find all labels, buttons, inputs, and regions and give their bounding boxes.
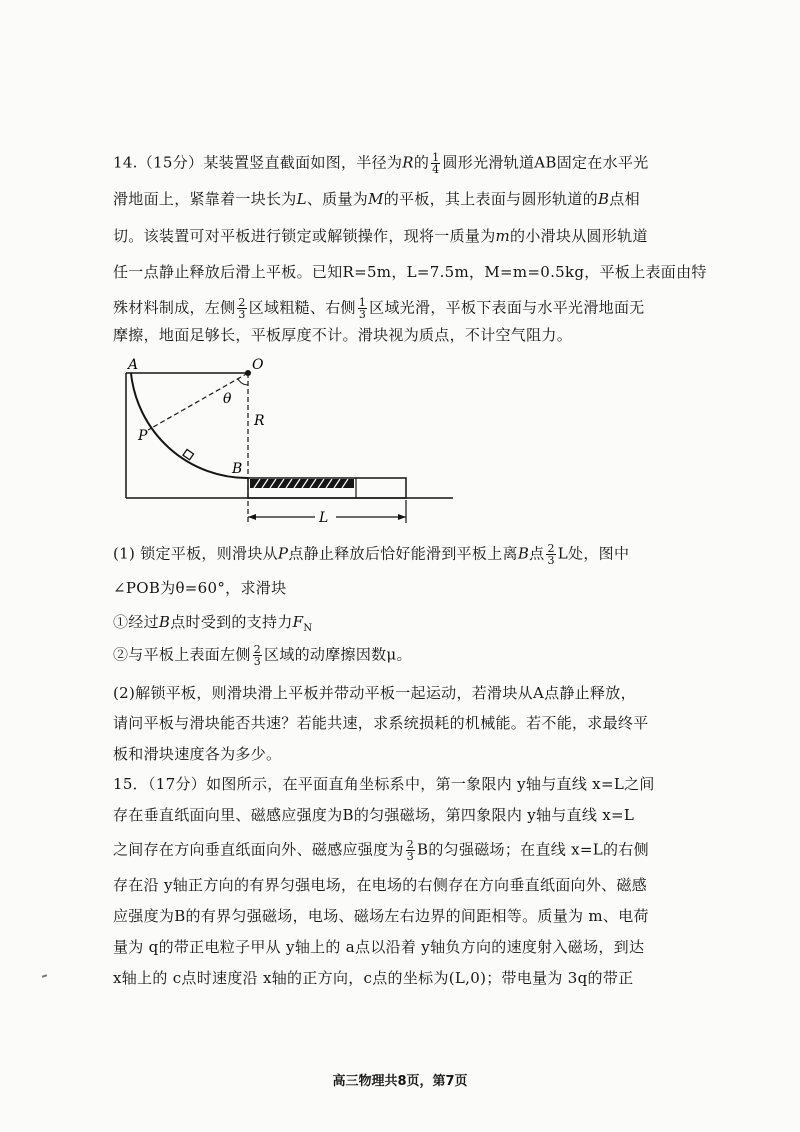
numerator: 2: [547, 542, 555, 555]
text: 殊材料制成，左侧: [113, 298, 236, 317]
fraction-two-thirds: [546, 543, 555, 566]
text: 、质量为: [306, 190, 369, 208]
text: 区域的动摩擦因数μ。: [264, 645, 412, 664]
var-m: m: [495, 227, 511, 245]
page-footer: 高三物理共8页，第7页: [332, 1074, 468, 1089]
denominator: 3: [406, 850, 415, 863]
radius-OP-dashed: [148, 373, 248, 430]
point-O: [245, 370, 251, 376]
text: 滑地面上，紧靠着一块长为: [113, 190, 297, 208]
text: 14.（15分）某装置竖直截面如图，半径为: [113, 153, 403, 172]
numerator: 2: [406, 838, 415, 851]
text: B的匀强磁场；在直线 x=L的右侧: [417, 840, 649, 859]
q14-line-1: [113, 152, 649, 175]
q15-line-7: x轴上的 c点时速度沿 x轴的正方向，c点的坐标为(L,0)；带电量为 3q的带正: [113, 969, 634, 987]
text: 点相: [609, 190, 640, 208]
denominator: 4: [432, 163, 440, 176]
text: 的小滑块从圆形轨道: [510, 227, 648, 245]
q15-line-3: [113, 839, 649, 862]
var-L: L: [296, 190, 307, 208]
denominator: 3: [547, 554, 555, 567]
text: 区域光滑，平板下表面与水平光滑地面无: [369, 298, 645, 317]
text: 点静止释放后恰好能滑到平板上离: [288, 544, 518, 563]
label-A: A: [128, 357, 139, 373]
q14-part1-line-1: [113, 543, 629, 566]
fraction-two-thirds: [406, 839, 415, 862]
var-B: B: [158, 613, 171, 631]
label-B: B: [232, 461, 243, 477]
var-B: B: [517, 544, 530, 563]
text: 之间存在方向垂直纸面向外、磁感应强度为: [113, 840, 404, 859]
q15-line-1: 15．（17分）如图所示，在平面直角坐标系中，第一象限内 y轴与直线 x=L之间: [113, 775, 655, 793]
text: 圆形光滑轨道AB固定在水平光: [442, 153, 649, 172]
numerator: 1: [432, 151, 440, 164]
fraction-one-quarter: [431, 152, 440, 175]
q15-line-4: 存在沿 y轴正方向的有界匀强电场，在电场的右侧存在方向垂直纸面向外、磁感: [113, 876, 648, 894]
q14-part1-item-2: [113, 644, 412, 667]
q14-line-6: 摩擦，地面足够长，平板厚度不计。滑块视为质点，不计空气阻力。: [113, 326, 573, 344]
var-B: B: [597, 190, 610, 208]
label-theta: θ: [223, 391, 232, 407]
numerator: 1: [358, 296, 367, 309]
dim-arrow-right: [398, 514, 406, 520]
q14-part1-line-2: ∠POB为θ=60°，求滑块: [113, 579, 287, 597]
scan-speck: [42, 974, 47, 978]
label-R: R: [254, 413, 265, 429]
var-M: M: [368, 190, 384, 208]
q14-part2-line-2: 请问平板与滑块能否共速？若能共速，求系统损耗的机械能。若不能，求最终平: [113, 714, 649, 732]
text: 区域粗糙、右侧: [248, 298, 356, 317]
var-P: P: [277, 544, 289, 563]
q14-line-2: [113, 189, 640, 209]
quarter-arc: [131, 373, 248, 478]
q14-line-3: [113, 226, 648, 246]
q15-line-5: 应强度为B的有界匀强磁场，电场、磁场左右边界的间距相等。质量为 m、电荷: [113, 907, 649, 925]
denominator: 3: [253, 655, 262, 668]
q15-line-2: 存在垂直纸面向里、磁感应强度为B的匀强磁场，第四象限内 y轴与直线 x=L: [113, 806, 635, 824]
text: L处，图中: [557, 544, 630, 563]
q14-part2-line-3: 板和滑块速度各为多少。: [113, 745, 282, 763]
label-P: P: [138, 428, 148, 444]
text: ②与平板上表面左侧: [113, 645, 251, 664]
track-diagram: [118, 355, 458, 530]
theta-arc: [238, 379, 248, 385]
q14-line-5: [113, 297, 645, 320]
q15-line-6: 量为 q的带正电粒子甲从 y轴上的 a点以沿着 y轴负方向的速度射入磁场，到达: [113, 938, 645, 956]
fraction-two-thirds: [253, 644, 262, 667]
slider-block: [183, 449, 194, 459]
fraction-two-thirds: [237, 297, 246, 320]
text: (1) 锁定平板，则滑块从: [113, 544, 278, 563]
label-O: O: [252, 357, 264, 373]
denominator: 3: [238, 308, 246, 321]
fraction-one-third: [358, 297, 367, 320]
q14-line-4: 任一点静止释放后滑上平板。已知R=5m，L=7.5m，M=m=0.5kg，平板上表面由特: [113, 263, 707, 281]
q14-part1-item-1: [113, 612, 312, 639]
text: 切。该装置可对平板进行锁定或解锁操作，现将一质量为: [113, 227, 496, 245]
text: ①经过: [113, 613, 159, 631]
text: 点时受到的支持力: [170, 613, 293, 631]
var-R: R: [402, 153, 414, 172]
var-F: F: [292, 613, 304, 631]
dim-arrow-left: [248, 514, 256, 520]
text: 的: [413, 153, 430, 172]
subscript-N: N: [303, 623, 313, 634]
numerator: 2: [238, 296, 246, 309]
label-L: L: [319, 510, 329, 526]
denominator: 3: [358, 308, 367, 321]
numerator: 2: [253, 643, 262, 656]
q14-part2-line-1: (2)解锁平板，则滑块滑上平板并带动平板一起运动，若滑块从A点静止释放，: [113, 684, 636, 702]
text: 的平板，其上表面与圆形轨道的: [383, 190, 598, 208]
text: 点: [529, 544, 545, 563]
